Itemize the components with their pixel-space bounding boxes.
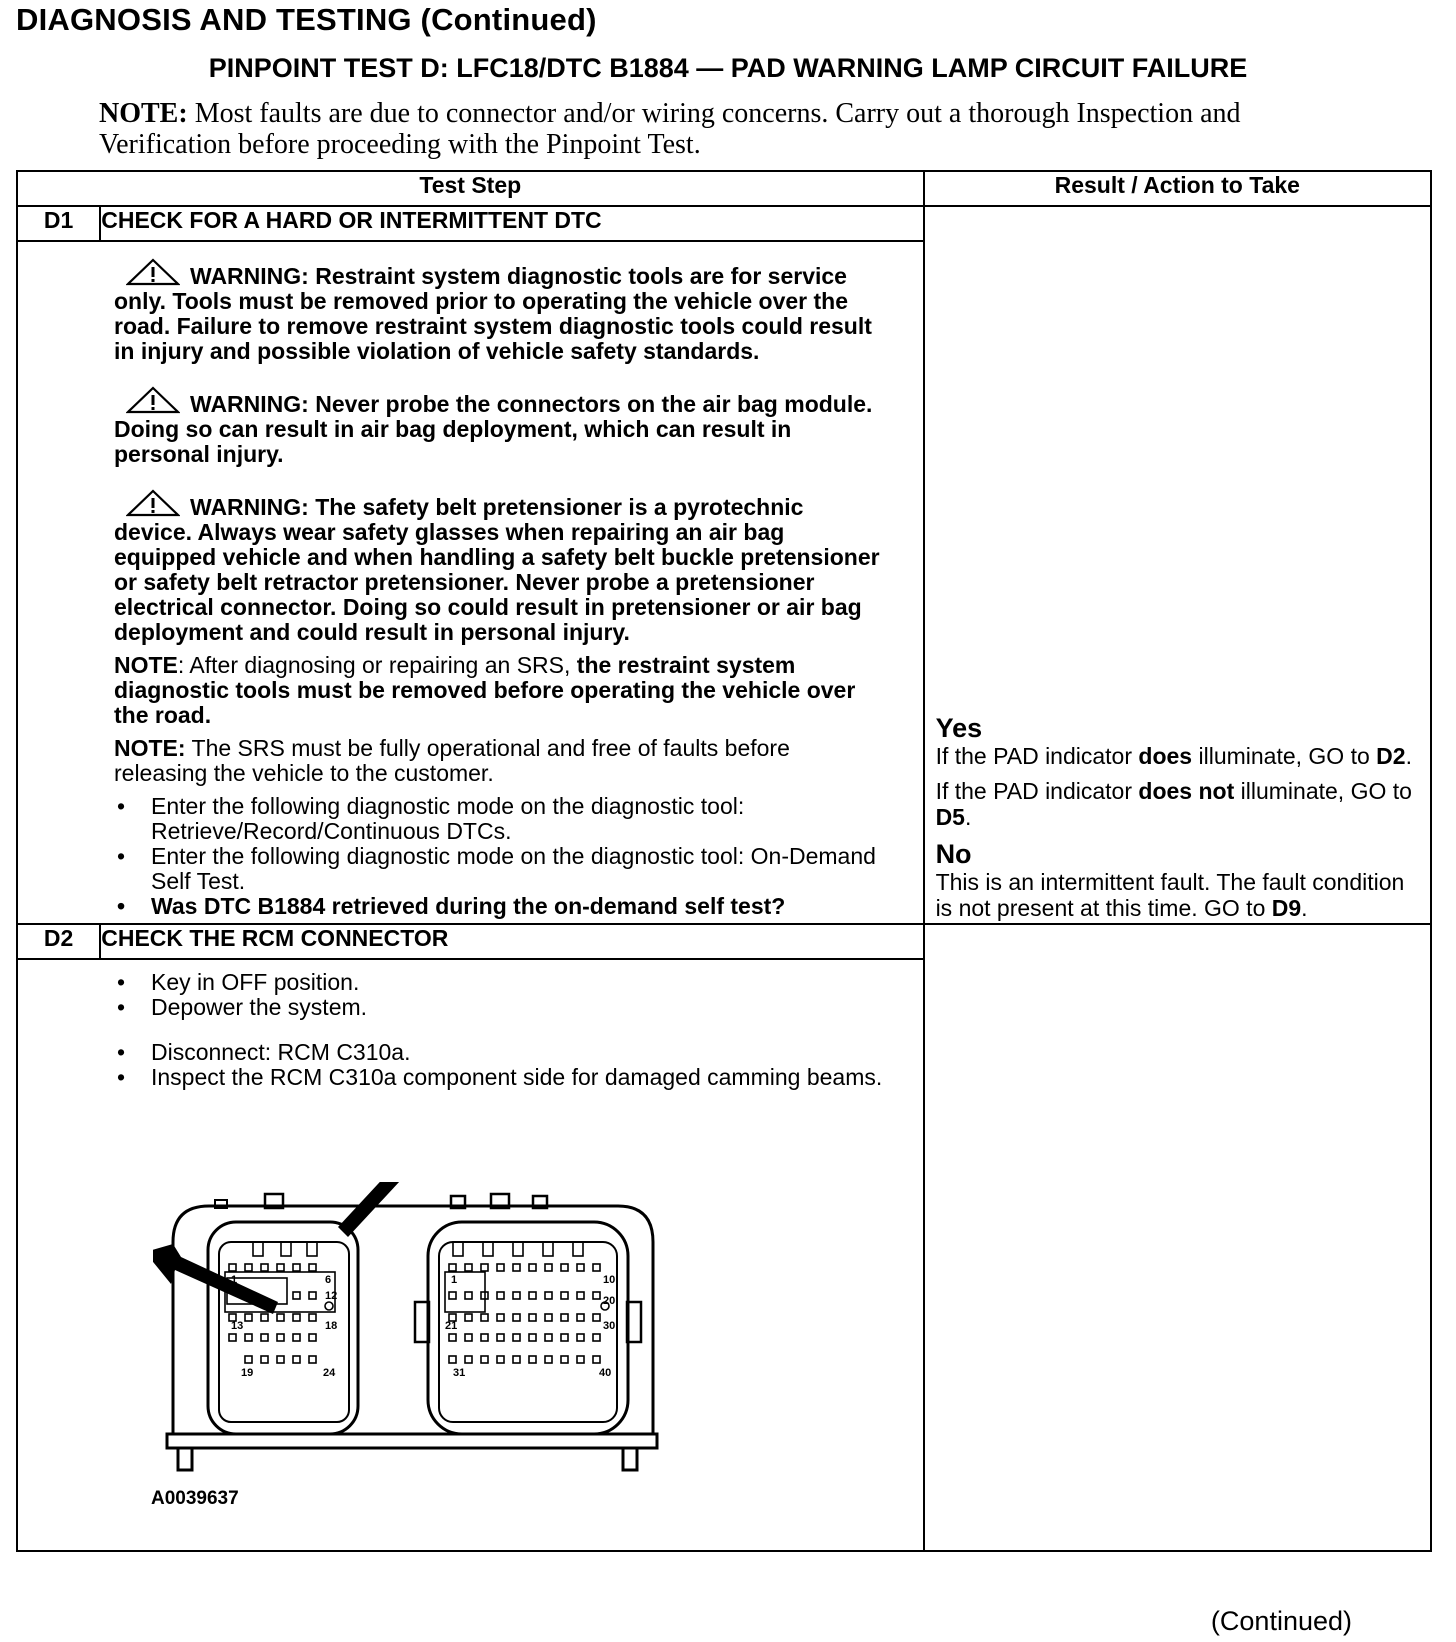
connector-b-pins — [445, 1242, 609, 1363]
note-srs-tools: NOTE: After diagnosing or repairing an SRS, the restraint system diagnostic tools must be removed before operating the vehicle over the road. — [114, 652, 856, 728]
d2-bullet-list — [114, 970, 884, 1090]
list-item: • Enter the following diagnostic mode on the diagnostic tool: Retrieve/Record/Continuous DTCs. — [114, 794, 883, 844]
pin-label: 10 — [603, 1274, 616, 1286]
step-id-d1: D1 — [17, 206, 100, 241]
warning-2: WARNING: Never probe the connectors on the air bag module. Doing so can result in air bag deployment, which can result in personal injury. — [114, 386, 883, 467]
pin-label: 18 — [325, 1320, 338, 1332]
header-result-action: Result / Action to Take — [924, 171, 1431, 206]
pinpoint-test-table — [16, 170, 1432, 1552]
pinpoint-test-title: PINPOINT TEST D: LFC18/DTC B1884 — PAD WARNING LAMP CIRCUIT FAILURE — [208, 53, 1248, 83]
pin-label: 6 — [325, 1274, 332, 1286]
pin-label: 1 — [451, 1274, 458, 1286]
list-item: • Enter the following diagnostic mode on the diagnostic tool: On-Demand Self Test. — [114, 844, 883, 894]
pin-label: 19 — [241, 1367, 254, 1379]
continued-label: (Continued) — [1210, 1606, 1352, 1636]
pin-label: 12 — [325, 1290, 338, 1302]
connector-b-shell — [428, 1222, 628, 1434]
step-id-d2: D2 — [17, 924, 100, 959]
step-name-d1: CHECK FOR A HARD OR INTERMITTENT DTC — [100, 206, 923, 241]
pin-label: 24 — [323, 1367, 336, 1379]
intro-note-label: NOTE: — [99, 98, 188, 129]
result-yes-2: If the PAD indicator does not illuminate, GO to D5. — [935, 778, 1412, 830]
warning-1: WARNING: Restraint system diagnostic tools are for service only. Tools must be removed prior to operating the vehicle over the road. Failure to remove restraint system diagnostic tools could result in injury and possible violation of vehicle safety standards. — [114, 258, 883, 364]
note-srs-operational: NOTE: The SRS must be fully operational and free of faults before releasing the vehicle to the customer. — [114, 735, 790, 786]
rcm-connector-diagram — [153, 1182, 733, 1482]
step-body-d1 — [18, 242, 923, 923]
connector-a-pins — [225, 1242, 338, 1363]
pin-label: 20 — [603, 1295, 616, 1307]
result-yes-1: If the PAD indicator does illuminate, GO to D2. — [935, 743, 1412, 769]
arrow-icon — [338, 1182, 438, 1237]
list-item: • Depower the system. — [114, 995, 884, 1020]
result-cell-d1 — [924, 206, 1431, 924]
result-no-text: This is an intermittent fault. The fault condition is not present at this time. GO to D9. — [935, 869, 1405, 921]
header-test-step: Test Step — [17, 171, 924, 206]
d1-bullet-list — [114, 794, 883, 919]
figure-code: A0039637 — [151, 1488, 239, 1509]
step-name-d2: CHECK THE RCM CONNECTOR — [100, 924, 923, 959]
step-body-d2 — [18, 960, 923, 1550]
pin-label: 31 — [453, 1367, 466, 1379]
warning-triangle-icon — [126, 489, 180, 517]
list-item: • Inspect the RCM C310a component side for damaged camming beams. — [114, 1065, 884, 1090]
result-yes-label: Yes — [935, 713, 983, 743]
intro-note-text: Most faults are due to connector and/or wiring concerns. Carry out a thorough Inspection and Verification before proceeding with the Pinpoint Test. — [99, 98, 1241, 160]
step-body-d1-cell — [17, 241, 924, 924]
warning-3: WARNING: The safety belt pretensioner is a pyrotechnic device. Always wear safety glasses when repairing an air bag equipped vehicle and when handling a safety belt buckle pretensioner or safety belt retractor pretensioner. Never probe a pretensioner electrical connector. Doing so could result in pretensioner or air bag deployment and could result in personal injury. — [114, 489, 883, 645]
pin-label: 13 — [231, 1320, 244, 1332]
step-body-d2-cell — [17, 959, 924, 1551]
page-title: DIAGNOSIS AND TESTING (Continued) — [16, 2, 597, 37]
intro-note — [99, 98, 1349, 160]
warning-triangle-icon — [126, 386, 180, 414]
list-item: • Key in OFF position. — [114, 970, 884, 995]
pin-label: 1 — [231, 1274, 238, 1286]
pin-label: 40 — [599, 1367, 612, 1379]
result-no-label: No — [935, 839, 972, 869]
result-cell-d2 — [924, 924, 1431, 1551]
pin-label: 30 — [603, 1320, 616, 1332]
pin-label: 21 — [445, 1320, 458, 1332]
list-item: • Disconnect: RCM C310a. — [114, 1040, 884, 1065]
warning-triangle-icon — [126, 258, 180, 286]
d1-question: • Was DTC B1884 retrieved during the on-demand self test? — [114, 894, 883, 919]
result-d1 — [936, 713, 1422, 921]
